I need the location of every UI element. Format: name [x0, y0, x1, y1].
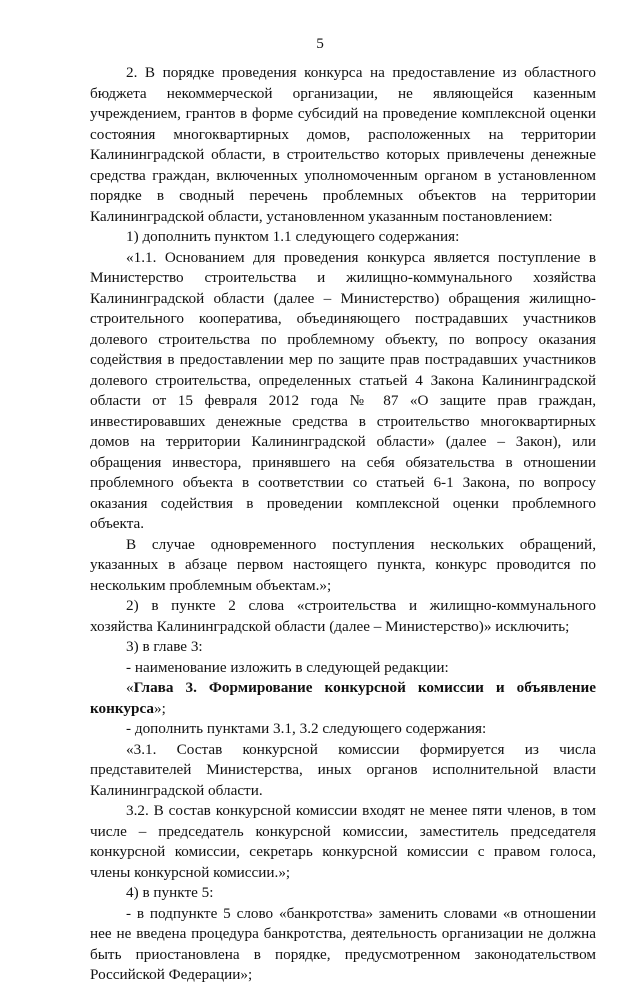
paragraph-3-1-text: «3.1. Состав конкурсной комиссии формируется из числа представителей Министерства, иных органов исполнительной власти Калининградской области. [90, 740, 596, 799]
paragraph-2-procedure: 2. В порядке проведения конкурса на предоставление из областного бюджета некоммерческой организации, не являющейся казенным учреждением, грантов в форме субсидий на проведение комплексной оценки состояния многоквартирных домов, расположенных на территории Калининградской области, в строительство которых привлечены денежные средства граждан, включенных уполномоченным органом в установленном порядке в сводный перечень проблемных объектов на территории Калининградской области, установленном указанным постановлением: [90, 64, 596, 225]
chapter-title-paragraph [90, 678, 596, 719]
close-quote: »; [154, 699, 166, 717]
chapter-3-title: Глава 3. Формирование конкурсной комиссии и объявление конкурса [90, 679, 596, 717]
paragraph-simultaneous: В случае одновременного поступления нескольких обращений, указанных в абзаце первом настоящего пункта, конкурс проводится по нескольким проблемным объектам.»; [90, 535, 596, 594]
page-number: 5 [316, 35, 324, 52]
document-body [90, 63, 596, 986]
paragraph-add-3-1-3-2: - дополнить пунктами 3.1, 3.2 следующего содержания: [126, 720, 487, 737]
paragraph-4-point-5: 4) в пункте 5: [126, 884, 214, 901]
paragraph-subpoint-5: - в подпункте 5 слово «банкротства» заменить словами «в отношении нее не введена процедура банкротства, деятельность организации не должна быть приостановлена в порядке, предусмотренном законодательством Российской Федерации»; [90, 904, 596, 983]
paragraph-1-add-1-1: 1) дополнить пунктом 1.1 следующего содержания: [126, 228, 460, 245]
paragraph-3-chapter-3: 3) в главе 3: [126, 638, 203, 655]
paragraph-3-2-text: 3.2. В состав конкурсной комиссии входят не менее пяти членов, в том числе – председатель конкурсной комиссии, заместитель председателя конкурсной комиссии, секретарь конкурсной комиссии с правом голоса, члены конкурсной комиссии.»; [90, 802, 596, 881]
open-quote: « [126, 679, 134, 696]
paragraph-rename: - наименование изложить в следующей редакции: [126, 658, 449, 676]
paragraph-2-point-2: 2) в пункте 2 слова «строительства и жилищно-коммунального хозяйства Калининградской области (далее – Министерство)» исключить; [90, 597, 596, 635]
paragraph-1-1-text: «1.1. Основанием для проведения конкурса является поступление в Министерство строительства и жилищно-коммунального хозяйства Калининградской области (далее – Министерство) обращения жилищно-строительного кооператива, объединяющего пострадавших участников долевого строительства по проблемному объекту, по вопросу оказания содействия в предоставлении мер по защите прав пострадавших участников долевого строительства, определенных статьей 4 Закона Калининградской области от 15 февраля 2012 года № 87 «О защите прав граждан, инвестировавших денежные средства в строительство многоквартирных домов на территории Калининградской области» (далее – Закон), или обращения инвестора, принявшего на себя обязательства в отношении проблемного объекта в соответствии со статьей 6-1 Закона, по вопросу оказания содействия в проведении комплексной оценки проблемного объекта. [90, 248, 596, 532]
